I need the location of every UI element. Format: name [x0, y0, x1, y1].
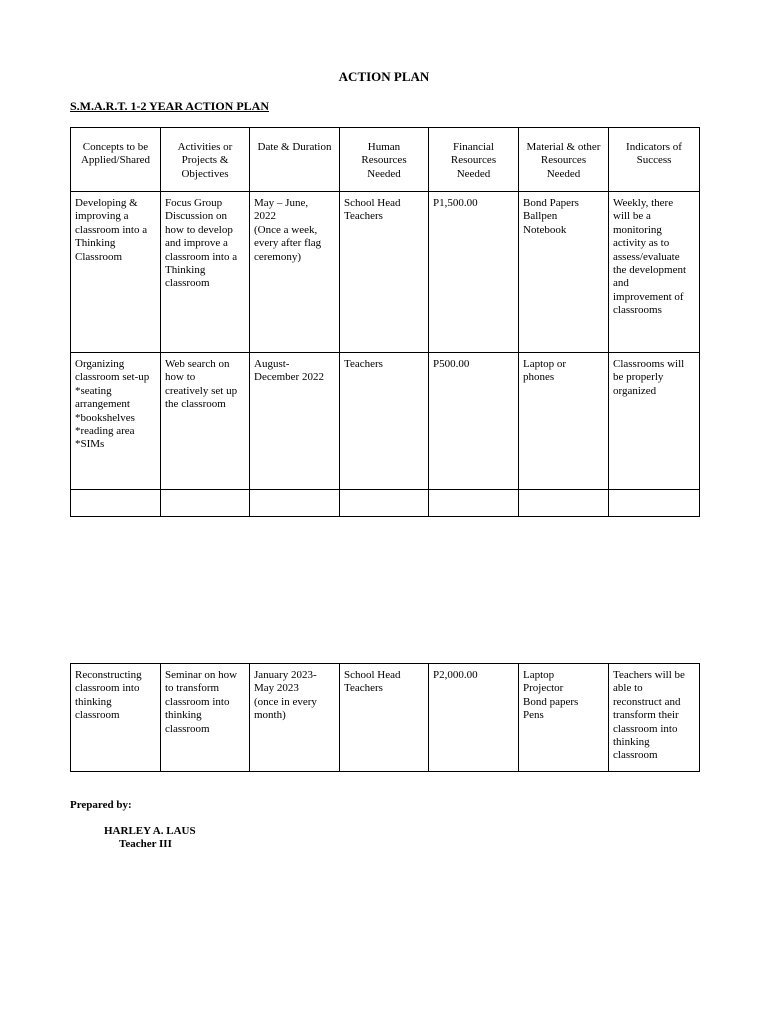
header-financial-resources: Financial Resources Needed: [429, 128, 519, 192]
cell-activity: Web search on how to creatively set up the classroom: [161, 353, 250, 490]
cell-date: August- December 2022: [250, 353, 340, 490]
signer-name: HARLEY A. LAUS: [104, 825, 196, 837]
cell-concept: Organizing classroom set-up *seating arrangement *bookshelves *reading area *SIMs: [71, 353, 161, 490]
cell-materials: Bond Papers Ballpen Notebook: [519, 192, 609, 353]
cell-financial: P2,000.00: [429, 664, 519, 772]
cell-indicators: Classrooms will be properly organized: [609, 353, 700, 490]
cell-materials: Laptop Projector Bond papers Pens: [519, 664, 609, 772]
cell-empty: [71, 490, 161, 517]
header-concepts: Concepts to be Applied/Shared: [71, 128, 161, 192]
cell-indicators: Weekly, there will be a monitoring activity as to assess/evaluate the development and improvement of classrooms: [609, 192, 700, 353]
cell-empty: [340, 490, 429, 517]
page-title: ACTION PLAN: [338, 69, 430, 84]
plan-subtitle: S.M.A.R.T. 1-2 YEAR ACTION PLAN: [70, 99, 270, 113]
action-plan-table-continued: [70, 663, 700, 772]
cell-activity: Focus Group Discussion on how to develop and improve a classroom into a Thinking classroom: [161, 192, 250, 353]
cell-empty: [161, 490, 250, 517]
cell-human-resources: School Head Teachers: [340, 664, 429, 772]
cell-concept: Reconstructing classroom into thinking classroom: [71, 664, 161, 772]
cell-activity: Seminar on how to transform classroom into thinking classroom: [161, 664, 250, 772]
header-material-resources: Material & other Resources Needed: [519, 128, 609, 192]
cell-empty: [429, 490, 519, 517]
header-indicators: Indicators of Success: [609, 128, 700, 192]
cell-indicators: Teachers will be able to reconstruct and transform their classroom into thinking classroom: [609, 664, 700, 772]
cell-concept: Developing & improving a classroom into a Thinking Classroom: [71, 192, 161, 353]
signer-title: Teacher III: [119, 838, 172, 850]
cell-empty: [609, 490, 700, 517]
header-activities: Activities or Projects & Objectives: [161, 128, 250, 192]
table-header-row: [71, 128, 700, 192]
cell-empty: [250, 490, 340, 517]
prepared-by-label: Prepared by:: [70, 799, 132, 811]
cell-financial: P1,500.00: [429, 192, 519, 353]
cell-date: January 2023- May 2023 (once in every month): [250, 664, 340, 772]
table-row: [71, 192, 700, 353]
table-row: [71, 664, 700, 772]
table-row: [71, 353, 700, 490]
cell-date: May – June, 2022 (Once a week, every after flag ceremony): [250, 192, 340, 353]
table-row-empty: [71, 490, 700, 517]
cell-empty: [519, 490, 609, 517]
cell-human-resources: School Head Teachers: [340, 192, 429, 353]
header-human-resources: Human Resources Needed: [340, 128, 429, 192]
cell-financial: P500.00: [429, 353, 519, 490]
cell-materials: Laptop or phones: [519, 353, 609, 490]
header-date-duration: Date & Duration: [250, 128, 340, 192]
cell-human-resources: Teachers: [340, 353, 429, 490]
action-plan-table: [70, 127, 700, 517]
